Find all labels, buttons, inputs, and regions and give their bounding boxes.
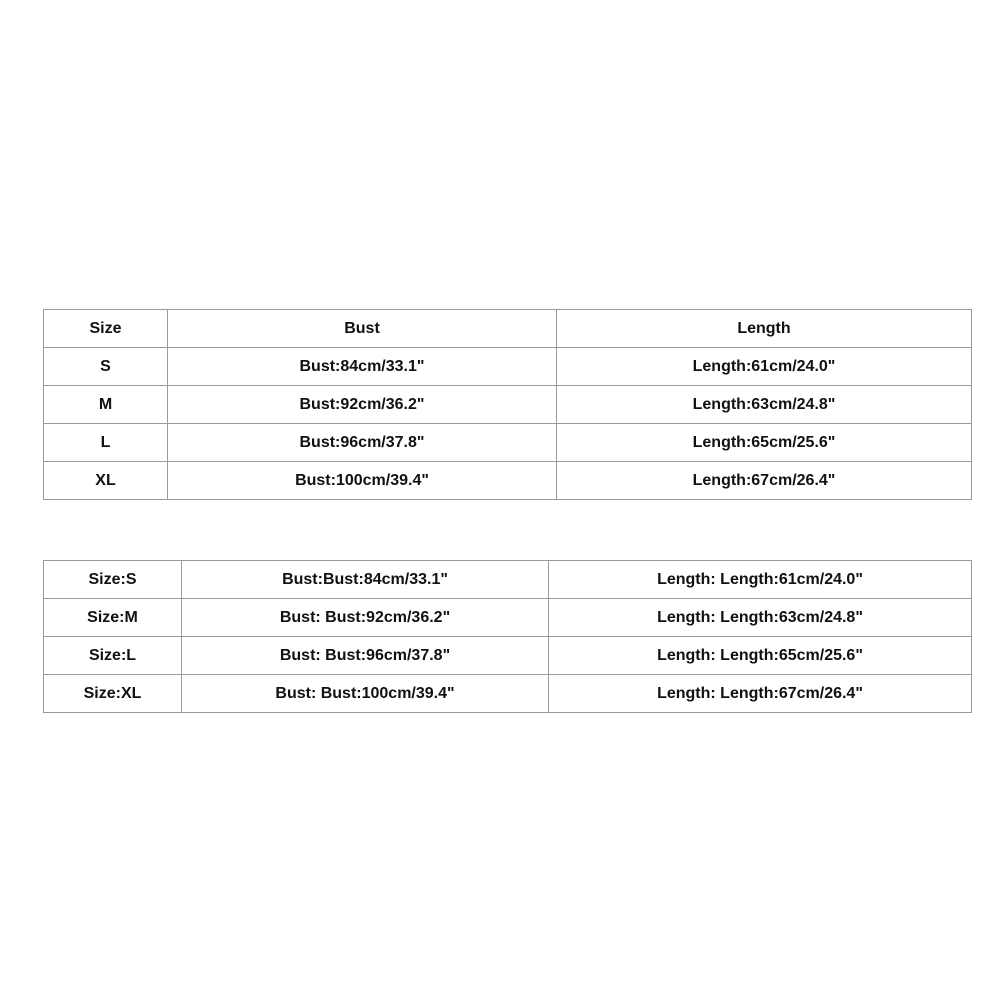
table-row — [44, 675, 972, 713]
size-cell: L — [44, 424, 168, 462]
bust-cell: Bust:100cm/39.4" — [168, 462, 557, 500]
size-detail-table — [43, 560, 972, 713]
bust-cell: Bust:84cm/33.1" — [168, 348, 557, 386]
bust-cell: Bust:92cm/36.2" — [168, 386, 557, 424]
size-cell: S — [44, 348, 168, 386]
header-cell-length: Length — [557, 310, 972, 348]
table-row — [44, 424, 972, 462]
table-row — [44, 599, 972, 637]
table-row — [44, 348, 972, 386]
size-cell: Size:L — [44, 637, 182, 675]
table-row — [44, 462, 972, 500]
header-cell-bust: Bust — [168, 310, 557, 348]
length-cell: Length: Length:65cm/25.6" — [549, 637, 972, 675]
table-row — [44, 637, 972, 675]
length-cell: Length:63cm/24.8" — [557, 386, 972, 424]
bust-cell: Bust: Bust:92cm/36.2" — [182, 599, 549, 637]
bust-cell: Bust:Bust:84cm/33.1" — [182, 561, 549, 599]
size-chart-table — [43, 309, 972, 500]
length-cell: Length:67cm/26.4" — [557, 462, 972, 500]
length-cell: Length: Length:61cm/24.0" — [549, 561, 972, 599]
size-cell: M — [44, 386, 168, 424]
bust-cell: Bust: Bust:100cm/39.4" — [182, 675, 549, 713]
length-cell: Length: Length:67cm/26.4" — [549, 675, 972, 713]
table-row — [44, 386, 972, 424]
table-header-row — [44, 310, 972, 348]
length-cell: Length: Length:63cm/24.8" — [549, 599, 972, 637]
size-cell: Size:M — [44, 599, 182, 637]
length-cell: Length:65cm/25.6" — [557, 424, 972, 462]
table-row — [44, 561, 972, 599]
size-cell: Size:XL — [44, 675, 182, 713]
header-cell-size: Size — [44, 310, 168, 348]
size-cell: XL — [44, 462, 168, 500]
bust-cell: Bust: Bust:96cm/37.8" — [182, 637, 549, 675]
size-cell: Size:S — [44, 561, 182, 599]
bust-cell: Bust:96cm/37.8" — [168, 424, 557, 462]
length-cell: Length:61cm/24.0" — [557, 348, 972, 386]
